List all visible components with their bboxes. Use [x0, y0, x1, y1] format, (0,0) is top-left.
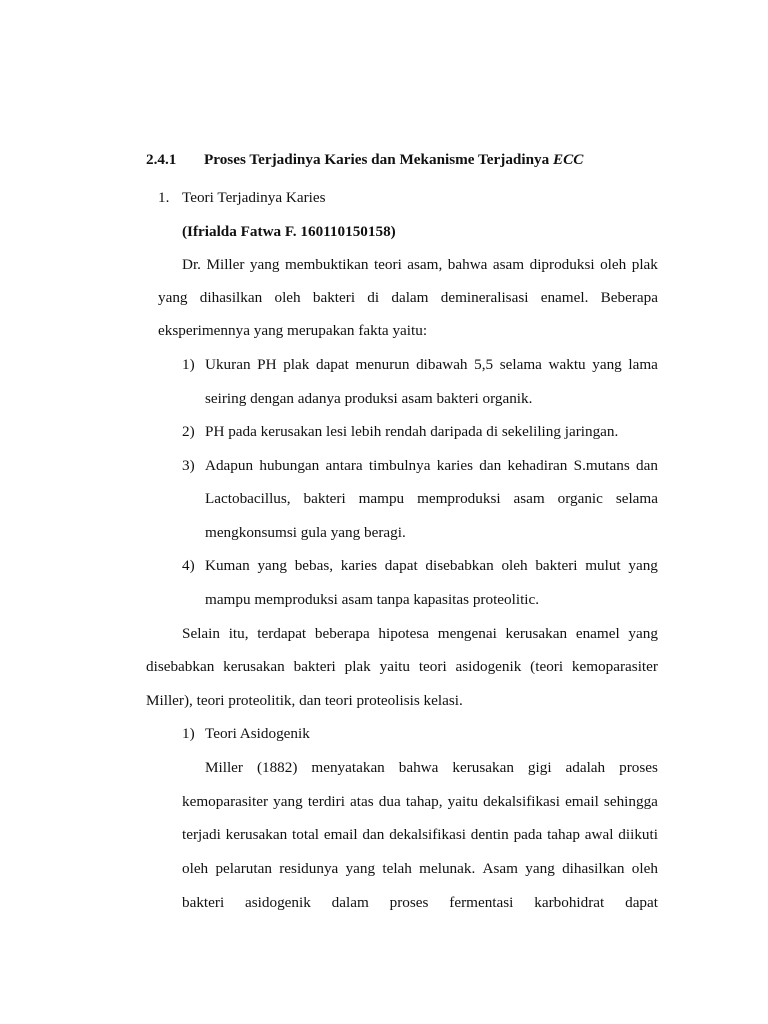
- fact-2-line-1: PH pada kerusakan lesi lebih rendah daripada di sekeliling jaringan.: [205, 423, 619, 440]
- fact-3-line-1: Adapun hubungan antara timbulnya karies dan kehadiran S.mutans dan: [205, 457, 658, 474]
- theory-1-title: Teori Asidogenik: [205, 725, 310, 742]
- para1-line-1: [182, 255, 658, 275]
- theory-1-line-3: terjadi kerusakan total email dan dekalsifikasi dentin pada tahap awal diikuti: [182, 826, 658, 843]
- fact-3-line-2: Lactobacillus, bakteri mampu memproduksi asam organic selama: [205, 490, 658, 507]
- para2-line-1: Selain itu, terdapat beberapa hipotesa mengenai kerusakan enamel yang: [182, 625, 658, 642]
- theory-1-line-5: bakteri asidogenik dalam proses fermentasi karbohidrat dapat: [182, 894, 658, 911]
- fact-4-marker: 4): [182, 557, 195, 574]
- list-item-1-marker: 1.: [158, 189, 170, 206]
- fact-1-marker: 1): [182, 356, 195, 373]
- fact-4-line-1: Kuman yang bebas, karies dapat disebabkan oleh bakteri mulut yang: [205, 557, 658, 574]
- list-item-1-title: Teori Terjadinya Karies: [182, 189, 326, 206]
- theory-1-line-2: kemoparasiter yang terdiri atas dua tahap, yaitu dekalsifikasi email sehingga: [182, 793, 658, 810]
- section-title: Proses Terjadinya Karies dan Mekanisme Terjadinya: [203, 151, 550, 168]
- theory-1-marker: 1): [182, 725, 195, 742]
- para1-line-2: yang dihasilkan oleh bakteri di dalam demineralisasi enamel. Beberapa: [158, 289, 658, 306]
- section-title-italic: ECC: [553, 151, 584, 168]
- author-line: (Ifrialda Fatwa F. 160110150158): [182, 223, 396, 240]
- fact-4-line-2: mampu memproduksi asam tanpa kapasitas proteolitic.: [205, 591, 540, 608]
- section-heading: [146, 150, 583, 170]
- para2-line-3: Miller), teori proteolitik, dan teori proteolisis kelasi.: [146, 692, 463, 709]
- theory-1-line-4: oleh pelarutan residunya yang telah melunak. Asam yang dihasilkan oleh: [182, 860, 658, 877]
- fact-3-line-3: mengkonsumsi gula yang beragi.: [205, 524, 406, 541]
- para1-line-3: eksperimennya yang merupakan fakta yaitu:: [158, 322, 428, 339]
- fact-3-marker: 3): [182, 457, 195, 474]
- para1-line-1-text: Dr. Miller yang membuktikan teori asam, bahwa asam diproduksi oleh plak: [182, 256, 658, 273]
- fact-1-line-2: seiring dengan adanya produksi asam bakteri organik.: [205, 390, 533, 407]
- fact-1-line-1: Ukuran PH plak dapat menurun dibawah 5,5 selama waktu yang lama: [205, 356, 658, 373]
- para2-line-2: disebabkan kerusakan bakteri plak yaitu teori asidogenik (teori kemoparasiter: [146, 658, 658, 675]
- fact-2-marker: 2): [182, 423, 195, 440]
- theory-1-line-1: Miller (1882) menyatakan bahwa kerusakan gigi adalah proses: [205, 759, 658, 776]
- section-number: 2.4.1: [146, 151, 177, 168]
